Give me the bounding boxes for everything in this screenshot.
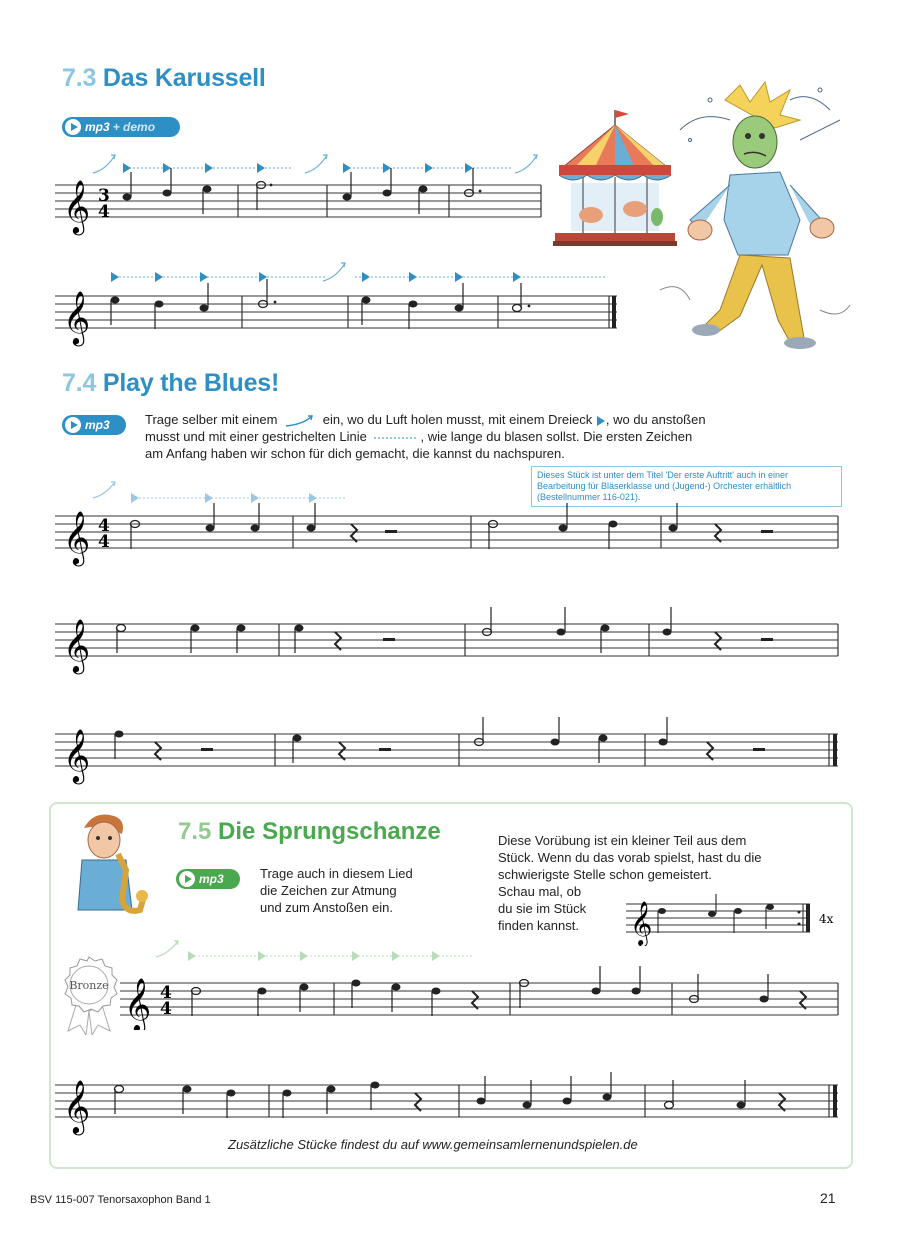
repeat-label: 4x [819, 912, 834, 926]
preview-line: Schau mal, ob [498, 884, 582, 899]
treble-clef: 𝄞 [630, 901, 653, 945]
instruction-part: ein, wo du Luft holen musst, mit einem Dreieck [322, 412, 593, 427]
section-number: 7.4 [62, 369, 97, 397]
mp3-label: mp3 [85, 120, 110, 134]
section-title-7-3 [62, 64, 266, 93]
mp3-button[interactable] [62, 415, 126, 435]
instruction-text-7-5 [260, 865, 480, 916]
staff-sprungschanze-2 [55, 1065, 845, 1140]
notes [131, 503, 774, 549]
mp3-demo-button[interactable] [62, 117, 180, 137]
info-note: Dieses Stück ist unter dem Titel 'Der erste Auftritt' auch in einer Bearbeitung für Bläserklasse und (Jugend-) Orchester erhältlich (Bestellnummer 116-021). [531, 466, 842, 507]
final-barline [833, 1085, 837, 1117]
time-sig-bottom: 4 [160, 999, 172, 1019]
instruction-line-2 [145, 428, 815, 445]
more-pieces-link[interactable]: Zusätzliche Stücke findest du auf www.gemeinsamlernenundspielen.de [228, 1137, 638, 1152]
treble-clef: 𝄞 [63, 290, 91, 344]
instruction-part: musst und mit einer gestrichelten Linie [145, 429, 367, 444]
staff-karussell-2 [55, 255, 625, 350]
time-sig-top: 4 [98, 516, 110, 536]
staff-blues-2 [55, 600, 845, 680]
breath-marks [156, 941, 178, 957]
dashed-line-icon [372, 434, 418, 442]
instruction-part: , wo du anstoßen [605, 412, 706, 427]
page-number: 21 [820, 1190, 836, 1206]
preview-line: schwierigste Stelle schon gemeistert. [498, 867, 712, 882]
section-number: 7.5 [178, 818, 212, 845]
notes [117, 607, 774, 653]
dizzy-boy-illustration [640, 80, 862, 360]
treble-clef: 𝄞 [63, 1079, 91, 1133]
mp3-label: mp3 [199, 872, 224, 886]
treble-clef: 𝄞 [63, 618, 91, 672]
notes [123, 168, 482, 214]
notes [658, 894, 774, 933]
instruction-line-1 [145, 411, 815, 428]
notes [115, 717, 766, 763]
treble-clef: 𝄞 [124, 977, 152, 1030]
section-number: 7.3 [62, 64, 97, 92]
preview-line: finden kannst. [498, 918, 579, 933]
notes [115, 1072, 786, 1118]
breath-marks [93, 482, 115, 498]
tongue-triangles [123, 163, 473, 173]
staff-lines [55, 624, 838, 656]
staff-lines [55, 734, 838, 766]
final-barline [612, 296, 616, 328]
mp3-label: mp3 [85, 418, 110, 432]
triangle-icon [596, 415, 606, 427]
saxophone-kid-illustration [64, 810, 154, 925]
time-sig-bottom: 4 [98, 532, 110, 552]
section-title-7-5 [178, 818, 441, 846]
staff-lines [55, 516, 838, 548]
breath-mark-icon [284, 414, 316, 428]
instruction-part: , wie lange du blasen sollst. Die ersten Zeichen [420, 429, 693, 444]
play-icon [65, 119, 81, 135]
play-icon [179, 871, 195, 887]
demo-label: + demo [112, 120, 156, 134]
bronze-badge [58, 955, 120, 1035]
section-title: Das Karussell [102, 64, 266, 92]
staff-lines [120, 983, 838, 1015]
play-icon [65, 417, 81, 433]
time-sig-bottom: 4 [98, 202, 110, 222]
instruction-part: Trage selber mit einem [145, 412, 278, 427]
instruction-line: und zum Anstoßen ein. [260, 900, 393, 915]
staff-sprungschanze-1 [120, 935, 845, 1030]
breath-marks [93, 155, 537, 173]
preview-line: Stück. Wenn du das vorab spielst, hast du die [498, 850, 762, 865]
staff-lines [626, 904, 810, 932]
staff-blues-1 [55, 480, 845, 570]
section-title: Play the Blues! [102, 369, 280, 397]
treble-clef: 𝄞 [63, 510, 91, 564]
staff-lines [55, 296, 617, 328]
time-sig-top: 4 [160, 983, 172, 1003]
instruction-text [145, 411, 815, 462]
preview-line: du sie im Stück [498, 901, 587, 916]
staff-lines [55, 1085, 838, 1117]
instruction-line: die Zeichen zur Atmung [260, 883, 397, 898]
mp3-button-green[interactable] [176, 869, 240, 889]
section-title: Die Sprungschanze [218, 818, 441, 845]
breath-marks [323, 263, 345, 281]
treble-clef: 𝄞 [63, 179, 91, 233]
staff-blues-3 [55, 710, 845, 790]
final-barline [833, 734, 837, 766]
badge-label: Bronze [69, 979, 109, 992]
instruction-line-3: am Anfang haben wir schon für dich gemacht, die kannst du nachspuren. [145, 446, 565, 461]
section-title-7-4 [62, 369, 279, 398]
treble-clef: 𝄞 [63, 728, 91, 782]
instruction-line: Trage auch in diesem Lied [260, 866, 413, 881]
preview-line: Diese Vorübung ist ein kleiner Teil aus dem [498, 833, 747, 848]
time-sig-top: 3 [98, 186, 110, 206]
staff-karussell-1 [55, 145, 545, 240]
footer-book: BSV 115-007 Tenorsaxophon Band 1 [30, 1194, 211, 1206]
